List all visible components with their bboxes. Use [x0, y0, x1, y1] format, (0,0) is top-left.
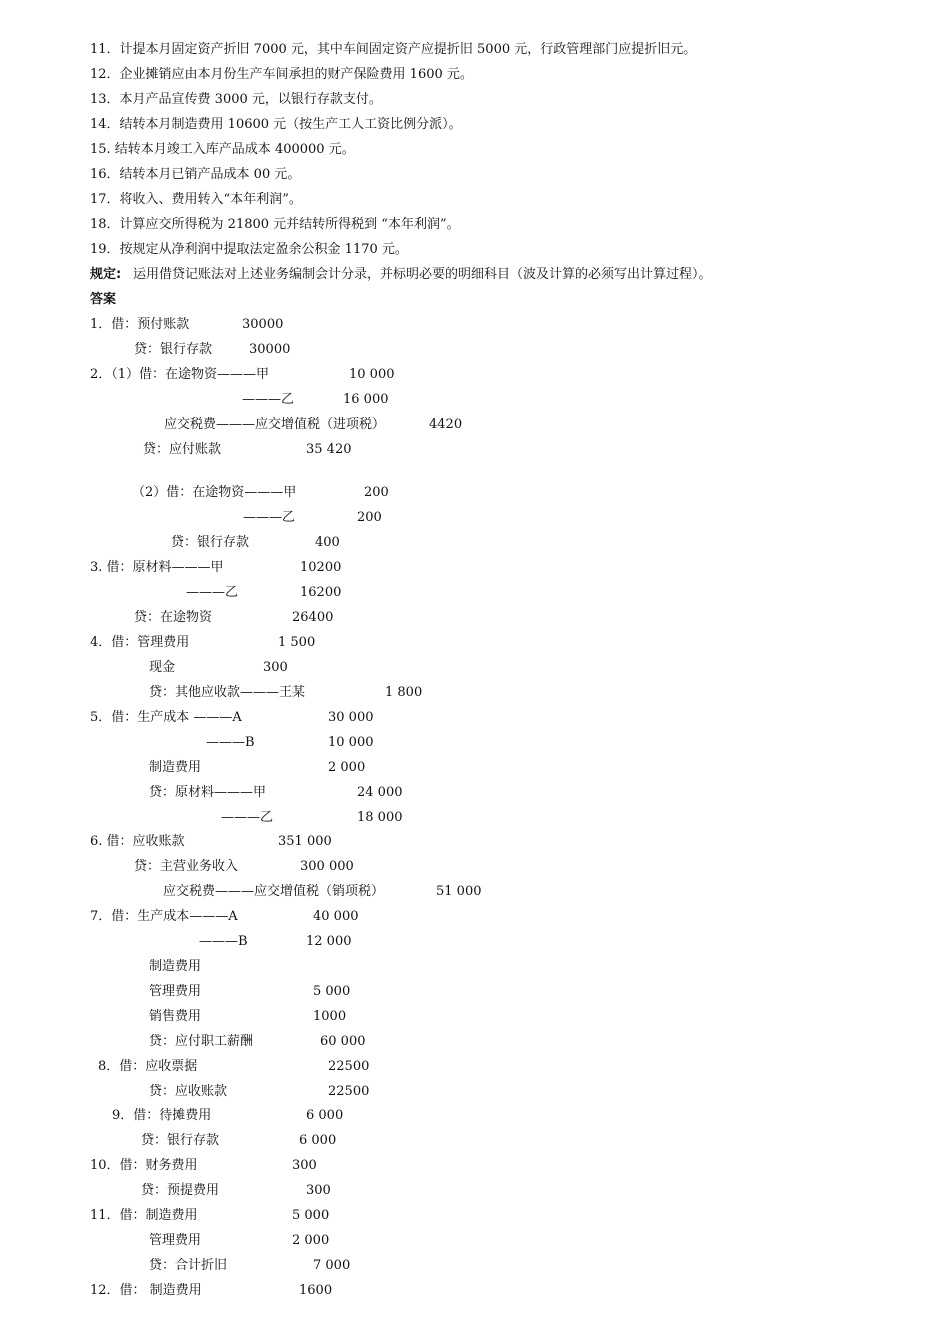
entry-account: 贷：在途物资 — [134, 610, 213, 625]
entry-amount: 200 — [357, 510, 382, 525]
entry-amount: 30000 — [242, 317, 284, 332]
entry-amount: 2 000 — [292, 1233, 330, 1248]
rule-label: 规定: — [90, 267, 122, 282]
entry-amount: 18 000 — [357, 810, 403, 825]
entry-account: 7．借：生产成本———A — [90, 909, 238, 924]
entry-account: 9．借：待摊费用 — [112, 1108, 212, 1123]
question-line: 19．按规定从净利润中提取法定盈余公积金 1170 元。 — [90, 242, 408, 257]
entry-amount: 4420 — [429, 417, 463, 432]
question-line: 16．结转本月已销产品成本 00 元。 — [90, 167, 301, 182]
entry-amount: 351 000 — [278, 834, 332, 849]
entry-account: 贷：应付账款 — [143, 442, 222, 457]
entry-account: 贷：应付职工薪酬 — [149, 1034, 254, 1049]
entry-amount: 12 000 — [306, 934, 352, 949]
entry-account: 销售费用 — [149, 1009, 202, 1024]
entry-account: 5．借：生产成本 ———A — [90, 710, 242, 725]
entry-amount: 300 — [263, 660, 288, 675]
entry-account: 贷：银行存款 — [141, 1133, 220, 1148]
entry-amount: 400 — [315, 535, 340, 550]
entry-amount: 35 420 — [306, 442, 352, 457]
entry-account: 2．（1）借：在途物资———甲 — [90, 367, 270, 382]
entry-amount: 5 000 — [292, 1208, 330, 1223]
entry-account: 应交税费———应交增值税（进项税） — [164, 417, 386, 432]
entry-account: ———B — [206, 735, 255, 750]
entry-amount: 51 000 — [436, 884, 482, 899]
entry-amount: 1000 — [313, 1009, 347, 1024]
entry-amount: 300 — [292, 1158, 317, 1173]
question-line: 12．企业摊销应由本月份生产车间承担的财产保险费用 1600 元。 — [90, 67, 473, 82]
entry-amount: 22500 — [328, 1084, 370, 1099]
entry-amount: 22500 — [328, 1059, 370, 1074]
entry-amount: 200 — [364, 485, 389, 500]
entry-account: 贷：银行存款 — [171, 535, 250, 550]
entry-amount: 10 000 — [349, 367, 395, 382]
entry-amount: 1 800 — [385, 685, 423, 700]
entry-account: 贷：预提费用 — [141, 1183, 220, 1198]
rule-text: 运用借贷记账法对上述业务编制会计分录，并标明必要的明细科目（波及计算的必须写出计算过程）。 — [133, 267, 712, 282]
entry-amount: 6 000 — [306, 1108, 344, 1123]
question-line: 18．计算应交所得税为 21800 元并结转所得税到 “本年利润”。 — [90, 217, 460, 232]
entry-amount: 16 000 — [343, 392, 389, 407]
entry-account: 贷：其他应收款———王某 — [149, 685, 306, 700]
question-line: 14．结转本月制造费用 10600 元（按生产工人工资比例分派）。 — [90, 117, 462, 132]
entry-amount: 10200 — [300, 560, 342, 575]
entry-account: 8．借：应收票据 — [98, 1059, 198, 1074]
entry-amount: 6 000 — [299, 1133, 337, 1148]
entry-account: 贷：银行存款 — [134, 342, 213, 357]
entry-amount: 60 000 — [320, 1034, 366, 1049]
entry-amount: 24 000 — [357, 785, 403, 800]
entry-account: 6. 借：应收账款 — [90, 834, 185, 849]
entry-amount: 1600 — [299, 1283, 333, 1298]
entry-account: 贷：主营业务收入 — [134, 859, 239, 874]
entry-account: 贷：合计折旧 — [149, 1258, 228, 1273]
entry-amount: 30 000 — [328, 710, 374, 725]
entry-amount: 40 000 — [313, 909, 359, 924]
answer-heading: 答案 — [90, 292, 117, 307]
entry-account: ———乙 — [221, 810, 274, 825]
entry-account: 3. 借：原材料———甲 — [90, 560, 224, 575]
entry-amount: 7 000 — [313, 1258, 351, 1273]
entry-account: 4．借：管理费用 — [90, 635, 190, 650]
entry-amount: 300 000 — [300, 859, 354, 874]
entry-amount: 1 500 — [278, 635, 316, 650]
entry-amount: 2 000 — [328, 760, 366, 775]
entry-account: 12．借： 制造费用 — [90, 1283, 202, 1298]
entry-amount: 26400 — [292, 610, 334, 625]
question-line: 15. 结转本月竣工入库产品成本 400000 元。 — [90, 142, 355, 157]
entry-amount: 300 — [306, 1183, 331, 1198]
entry-account: ———乙 — [242, 392, 295, 407]
entry-account: 制造费用 — [149, 959, 202, 974]
entry-account: 管理费用 — [149, 984, 202, 999]
entry-account: 贷：原材料———甲 — [149, 785, 267, 800]
entry-amount: 30000 — [249, 342, 291, 357]
entry-account: 贷：应收账款 — [149, 1084, 228, 1099]
entry-account: 管理费用 — [149, 1233, 202, 1248]
entry-account: （2）借：在途物资———甲 — [132, 485, 297, 500]
entry-amount: 10 000 — [328, 735, 374, 750]
entry-account: 现金 — [149, 660, 176, 675]
question-line: 13．本月产品宣传费 3000 元，以银行存款支付。 — [90, 92, 382, 107]
entry-account: 11．借：制造费用 — [90, 1208, 198, 1223]
entry-account: ———乙 — [243, 510, 296, 525]
entry-account: 应交税费———应交增值税（销项税） — [163, 884, 385, 899]
entry-account: ———乙 — [186, 585, 239, 600]
entry-account: ———B — [199, 934, 248, 949]
question-line: 17．将收入、费用转入“本年利润”。 — [90, 192, 302, 207]
entry-amount: 16200 — [300, 585, 342, 600]
entry-account: 10．借：财务费用 — [90, 1158, 198, 1173]
question-line: 11．计提本月固定资产折旧 7000 元，其中车间固定资产应提折旧 5000 元，行政管理部门应提折旧元。 — [90, 42, 697, 57]
entry-account: 1．借：预付账款 — [90, 317, 190, 332]
entry-amount: 5 000 — [313, 984, 351, 999]
entry-account: 制造费用 — [149, 760, 202, 775]
